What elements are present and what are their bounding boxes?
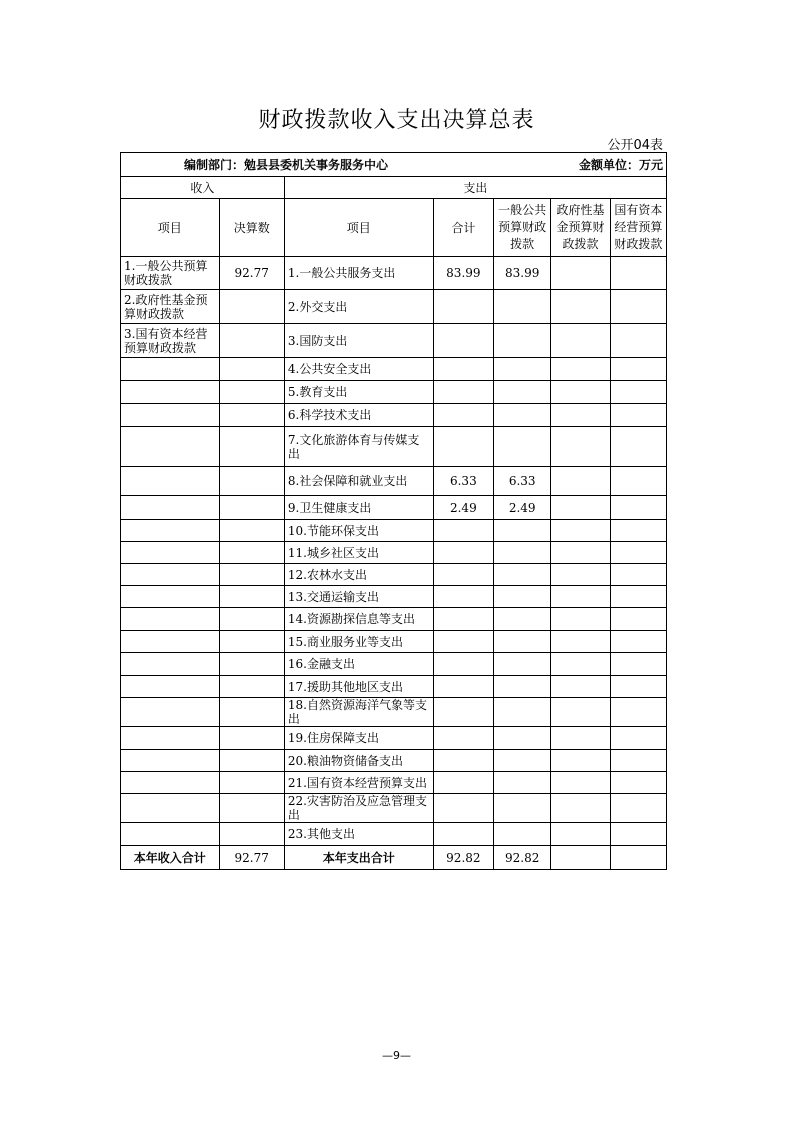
expense-total-cell: 6.33 [433,467,493,496]
expense-total-label: 本年支出合计 [284,846,433,870]
expense-total-cell [433,698,493,727]
fund-budget-cell [551,404,610,427]
expense-item-cell: 16.金融支出 [284,653,433,676]
income-item-cell [121,750,220,772]
expense-total-cell [433,358,493,381]
income-amount-cell [219,520,284,542]
income-amount-cell [219,381,284,404]
expense-total-cell [433,542,493,564]
state-capital-cell [610,794,666,823]
table-row [121,324,667,358]
general-budget-cell [494,520,551,542]
state-capital-cell [610,257,666,290]
fund-budget-cell [551,496,610,520]
fund-budget-cell [551,586,610,608]
general-budget-cell [494,631,551,653]
income-item-cell [121,358,220,381]
state-capital-cell [610,608,666,631]
expense-total-cell [433,676,493,698]
state-capital-cell [610,772,666,794]
income-amount-cell [219,823,284,846]
state-capital-header: 国有资本经营预算财政拨款 [610,199,666,257]
expense-total-cell: 2.49 [433,496,493,520]
table-row [121,542,667,564]
table-row [121,496,667,520]
table-row [121,290,667,324]
table-row [121,727,667,750]
general-budget-cell [494,750,551,772]
general-budget-cell [494,653,551,676]
income-item-cell: 1.一般公共预算财政拨款 [121,257,220,290]
income-item-cell [121,823,220,846]
fund-budget-cell [551,467,610,496]
state-capital-cell [610,564,666,586]
general-budget-cell [494,823,551,846]
state-capital-cell [610,586,666,608]
table-row [121,467,667,496]
expense-item-cell: 11.城乡社区支出 [284,542,433,564]
table-row [121,794,667,823]
fund-budget-cell [551,257,610,290]
fund-budget-cell [551,290,610,324]
section-header-row [121,177,667,199]
state-capital-cell [610,404,666,427]
income-amount-cell [219,750,284,772]
income-amount-cell: 92.77 [219,257,284,290]
income-item-cell: 2.政府性基金预算财政拨款 [121,290,220,324]
expense-item-cell: 22.灾害防治及应急管理支出 [284,794,433,823]
expense-total-cell [433,631,493,653]
income-amount-cell [219,358,284,381]
expense-item-cell: 5.教育支出 [284,381,433,404]
expense-total-cell [433,290,493,324]
expense-item-cell: 3.国防支出 [284,324,433,358]
income-amount-cell [219,676,284,698]
state-capital-cell [610,467,666,496]
unit-label: 金额单位：万元 [578,158,663,172]
fund-budget-cell [551,653,610,676]
expense-item-cell: 14.资源勘探信息等支出 [284,608,433,631]
income-item-cell [121,727,220,750]
dept-label: 编制部门：勉县县委机关事务服务中心 [184,158,389,172]
expense-total-value: 92.82 [433,846,493,870]
income-amount-cell [219,404,284,427]
expense-item-cell: 12.农林水支出 [284,564,433,586]
income-item-header: 项目 [121,199,220,257]
column-header-row [121,199,667,257]
income-amount-header: 决算数 [219,199,284,257]
expense-total-cell [433,772,493,794]
general-budget-cell [494,542,551,564]
state-capital-cell [610,358,666,381]
form-code: 公开04表 [607,138,663,153]
income-item-cell [121,381,220,404]
expense-item-cell: 6.科学技术支出 [284,404,433,427]
income-item-cell [121,676,220,698]
state-capital-cell [610,520,666,542]
expense-total-cell [433,324,493,358]
meta-row [121,153,667,177]
general-budget-cell [494,358,551,381]
income-amount-cell [219,698,284,727]
totals-row [121,846,667,870]
table-row [121,676,667,698]
expense-total-cell [433,727,493,750]
expense-total-cell [433,750,493,772]
income-amount-cell [219,794,284,823]
general-budget-cell [494,727,551,750]
expense-item-cell: 15.商业服务业等支出 [284,631,433,653]
fund-budget-cell [551,542,610,564]
general-budget-cell: 6.33 [494,467,551,496]
page-number: —9— [382,1049,411,1062]
table-row [121,257,667,290]
general-budget-cell [494,698,551,727]
state-capital-cell [610,653,666,676]
table-row [121,823,667,846]
general-budget-cell [494,324,551,358]
state-capital-cell [610,542,666,564]
total-header: 合计 [433,199,493,257]
expense-total-cell [433,520,493,542]
income-amount-cell [219,653,284,676]
income-item-cell [121,467,220,496]
expense-total-cell [433,794,493,823]
general-budget-cell [494,608,551,631]
income-header: 收入 [121,177,285,199]
general-budget-cell [494,772,551,794]
fund-budget-cell [551,608,610,631]
expense-item-cell: 8.社会保障和就业支出 [284,467,433,496]
expense-item-cell: 18.自然资源海洋气象等支出 [284,698,433,727]
income-total-value: 92.77 [219,846,284,870]
income-item-cell [121,520,220,542]
fund-budget-cell [551,823,610,846]
income-amount-cell [219,467,284,496]
income-total-label: 本年收入合计 [121,846,220,870]
expense-total-cell [433,381,493,404]
general-budget-cell [494,381,551,404]
fund-budget-header: 政府性基金预算财政拨款 [551,199,610,257]
table-row [121,586,667,608]
general-budget-cell: 2.49 [494,496,551,520]
general-budget-total: 92.82 [494,846,551,870]
income-item-cell [121,404,220,427]
expense-item-cell: 7.文化旅游体育与传媒支出 [284,427,433,467]
income-amount-cell [219,631,284,653]
expense-item-cell: 23.其他支出 [284,823,433,846]
table-row [121,653,667,676]
table-row [121,404,667,427]
table-row [121,358,667,381]
general-budget-cell [494,427,551,467]
expense-item-cell: 4.公共安全支出 [284,358,433,381]
income-item-cell [121,427,220,467]
state-capital-total [610,846,666,870]
income-amount-cell [219,290,284,324]
state-capital-cell [610,427,666,467]
state-capital-cell [610,823,666,846]
income-amount-cell [219,542,284,564]
fund-budget-cell [551,564,610,586]
state-capital-cell [610,698,666,727]
expense-total-cell: 83.99 [433,257,493,290]
expense-total-cell [433,427,493,467]
state-capital-cell [610,750,666,772]
income-item-cell [121,794,220,823]
fund-budget-cell [551,676,610,698]
general-budget-cell: 83.99 [494,257,551,290]
income-item-cell [121,496,220,520]
fund-budget-cell [551,727,610,750]
table-row [121,520,667,542]
state-capital-cell [610,496,666,520]
income-amount-cell [219,496,284,520]
income-amount-cell [219,564,284,586]
expense-item-cell: 19.住房保障支出 [284,727,433,750]
expense-header: 支出 [284,177,666,199]
expense-item-cell: 2.外交支出 [284,290,433,324]
general-budget-cell [494,676,551,698]
income-amount-cell [219,427,284,467]
income-amount-cell [219,586,284,608]
income-amount-cell [219,772,284,794]
table-row [121,564,667,586]
expense-item-header: 项目 [284,199,433,257]
income-item-cell [121,586,220,608]
expense-item-cell: 9.卫生健康支出 [284,496,433,520]
fund-budget-cell [551,631,610,653]
fund-budget-cell [551,381,610,404]
state-capital-cell [610,676,666,698]
expense-item-cell: 10.节能环保支出 [284,520,433,542]
page-title: 财政拨款收入支出决算总表 [258,108,535,133]
income-amount-cell [219,324,284,358]
general-budget-cell [494,794,551,823]
general-budget-cell [494,290,551,324]
expense-item-cell: 17.援助其他地区支出 [284,676,433,698]
expense-total-cell [433,608,493,631]
expense-item-cell: 13.交通运输支出 [284,586,433,608]
expense-total-cell [433,653,493,676]
table-row [121,698,667,727]
income-item-cell: 3.国有资本经营预算财政拨款 [121,324,220,358]
income-item-cell [121,542,220,564]
fund-budget-cell [551,698,610,727]
state-capital-cell [610,381,666,404]
table-row [121,427,667,467]
state-capital-cell [610,324,666,358]
income-amount-cell [219,608,284,631]
income-item-cell [121,631,220,653]
fund-budget-cell [551,794,610,823]
expense-item-cell: 1.一般公共服务支出 [284,257,433,290]
fund-budget-cell [551,324,610,358]
state-capital-cell [610,631,666,653]
table-row [121,608,667,631]
fund-budget-cell [551,427,610,467]
expense-total-cell [433,823,493,846]
general-budget-cell [494,564,551,586]
income-item-cell [121,564,220,586]
table-row [121,381,667,404]
state-capital-cell [610,290,666,324]
budget-table [120,152,667,870]
general-budget-cell [494,404,551,427]
general-budget-header: 一般公共预算财政拨款 [494,199,551,257]
fund-budget-cell [551,520,610,542]
income-item-cell [121,772,220,794]
table-row [121,631,667,653]
fund-budget-total [551,846,610,870]
income-item-cell [121,608,220,631]
income-item-cell [121,653,220,676]
state-capital-cell [610,727,666,750]
income-item-cell [121,698,220,727]
expense-total-cell [433,586,493,608]
expense-total-cell [433,564,493,586]
table-row [121,772,667,794]
expense-total-cell [433,404,493,427]
expense-item-cell: 21.国有资本经营预算支出 [284,772,433,794]
expense-item-cell: 20.粮油物资储备支出 [284,750,433,772]
fund-budget-cell [551,772,610,794]
table-row [121,750,667,772]
general-budget-cell [494,586,551,608]
income-amount-cell [219,727,284,750]
fund-budget-cell [551,750,610,772]
fund-budget-cell [551,358,610,381]
